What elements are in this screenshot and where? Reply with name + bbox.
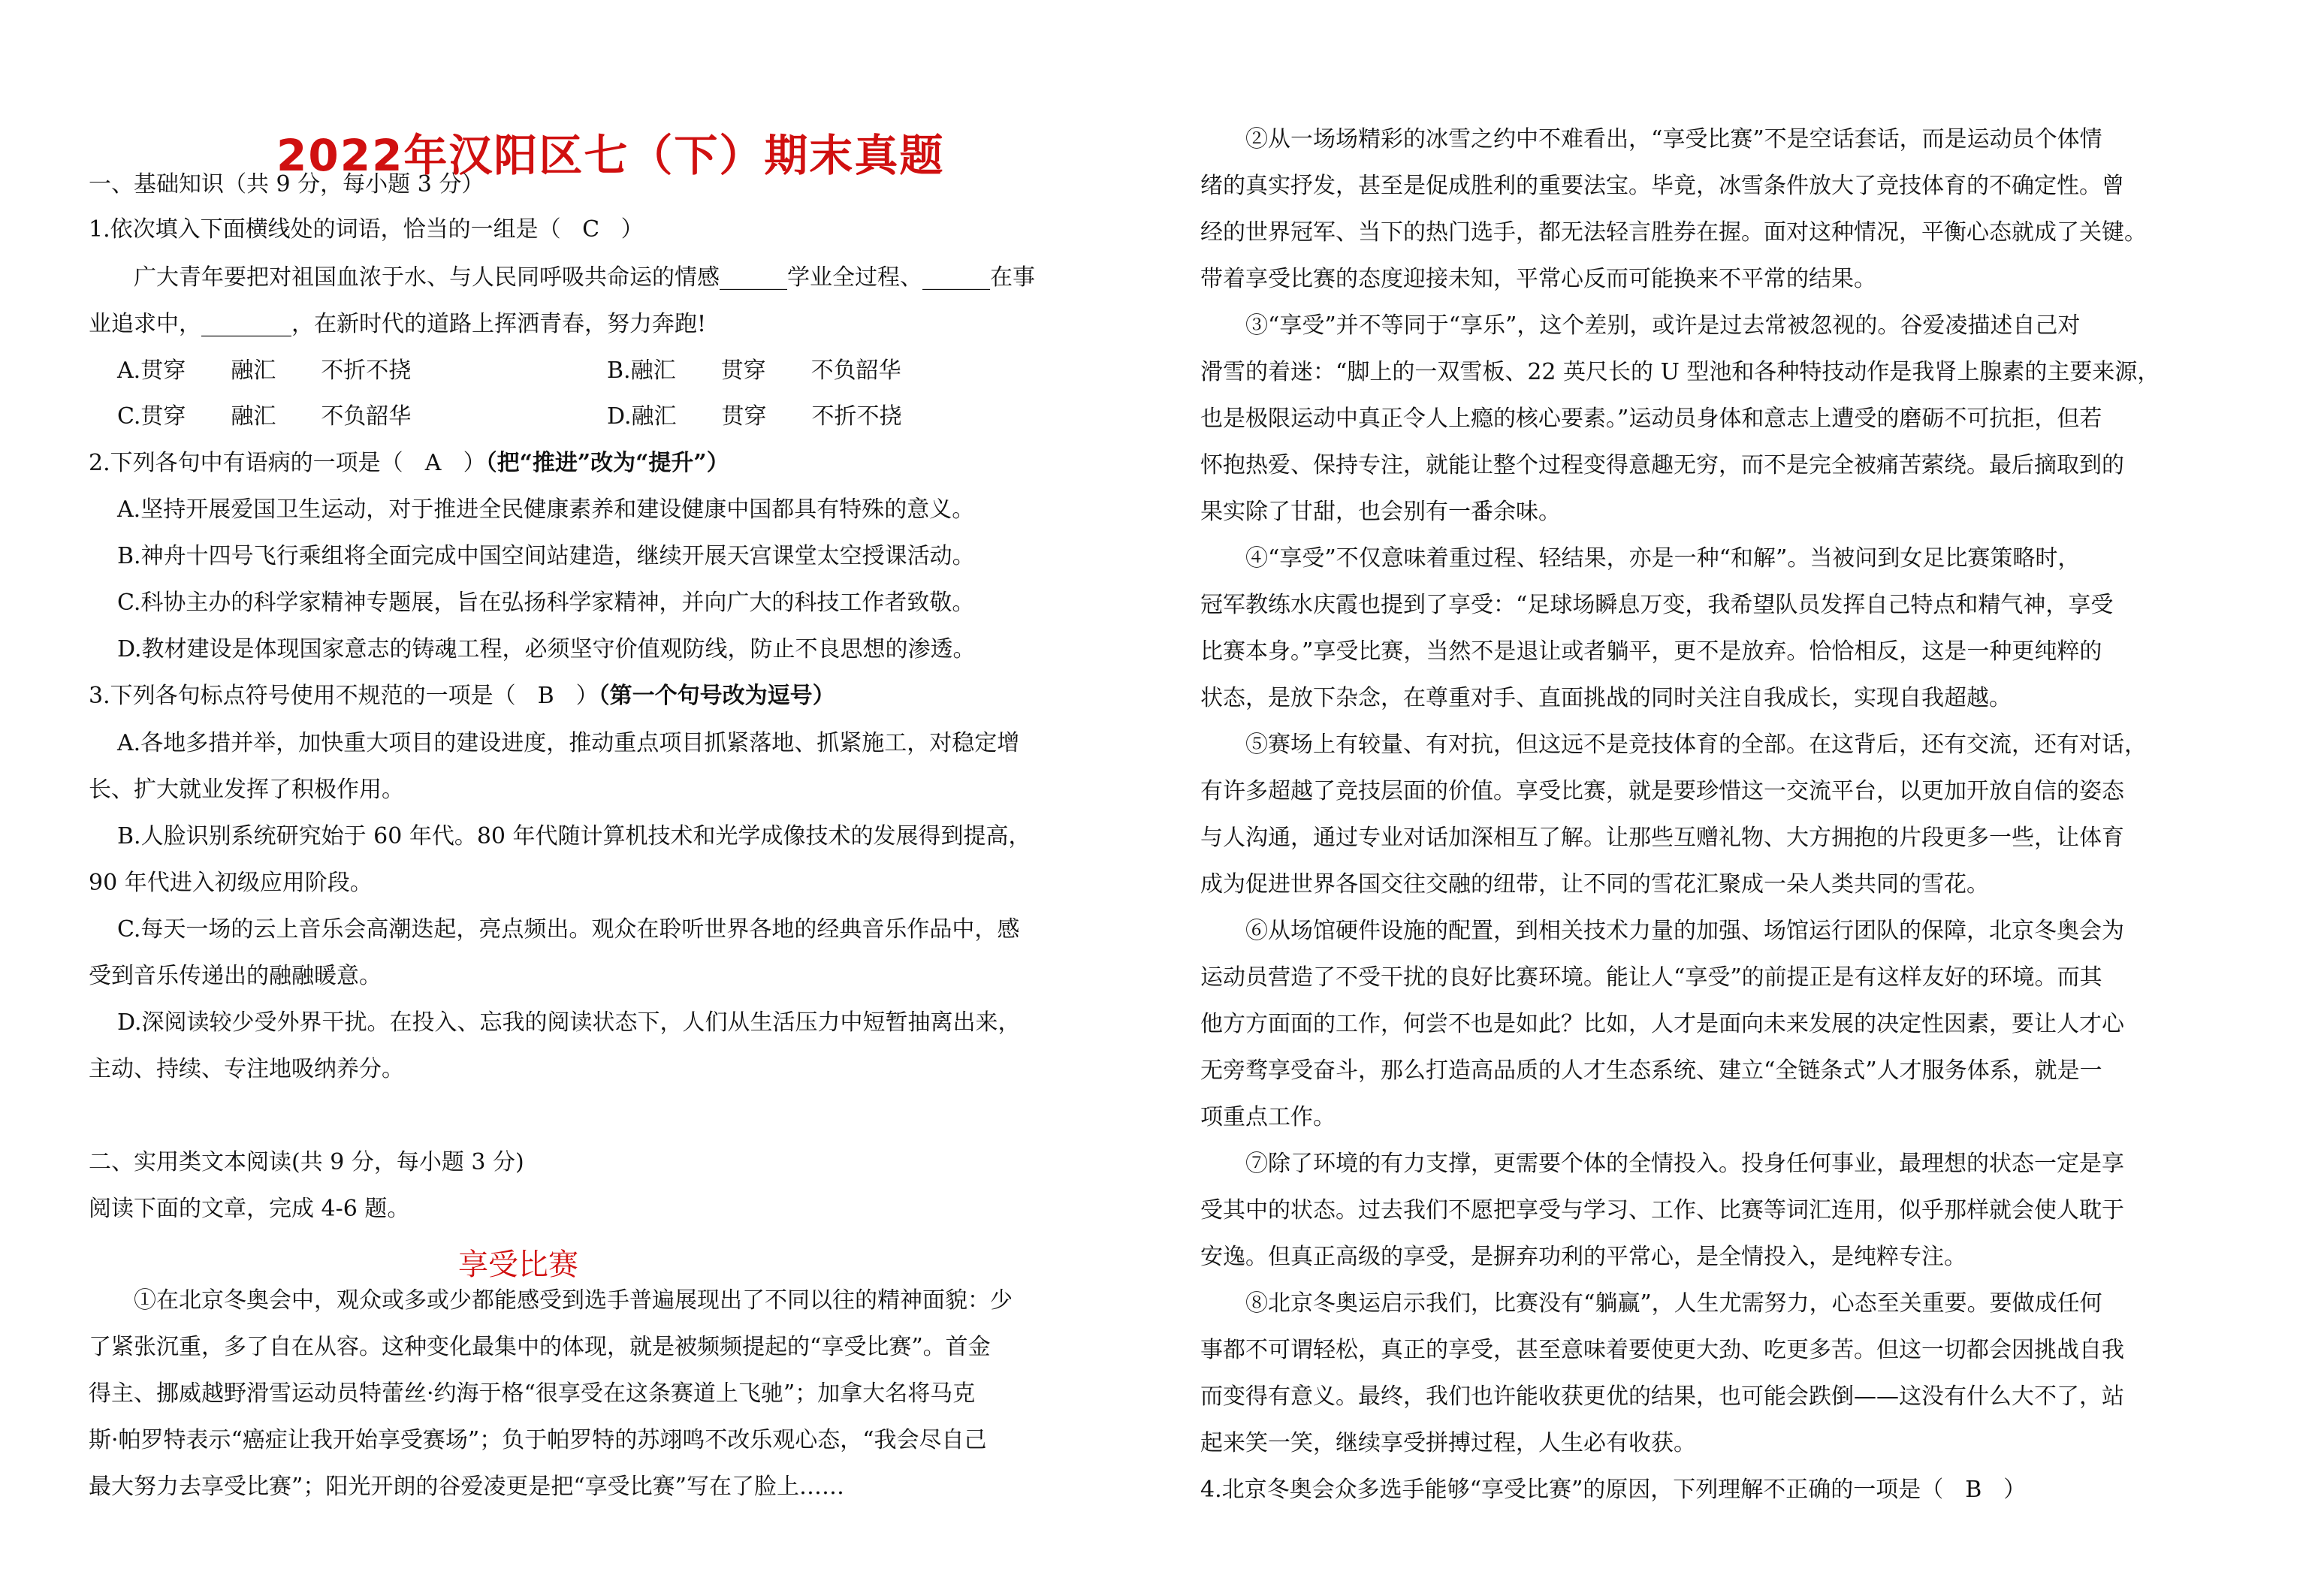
q3-line: 受到音乐传递出的融融暖意。 bbox=[89, 963, 382, 989]
article-line: 最大努力去享受比赛”；阳光开朗的谷爱凌更是把“享受比赛”写在了脸上…… bbox=[89, 1474, 845, 1500]
q3-line: D.深阅读较少受外界干扰。在投入、忘我的阅读状态下，人们从生活压力中短暂抽离出来， bbox=[117, 1009, 1021, 1036]
article-line: 冠军教练水庆霞也提到了享受：“足球场瞬息万变，我希望队员发挥自己特点和精气神，享受 bbox=[1200, 592, 2114, 618]
article-line: 滑雪的着迷：“脚上的一双雪板、22 英尺长的 U 型池和各种特技动作是我肾上腺素的主要来源， bbox=[1200, 359, 2160, 385]
article-line: 受其中的状态。过去我们不愿把享受与学习、工作、比赛等词汇连用，似乎那样就会使人耽于 bbox=[1200, 1197, 2124, 1223]
q3-close: ） bbox=[575, 683, 599, 709]
article-line: 与人沟通，通过专业对话加深相互了解。让那些互赠礼物、大方拥抱的片段更多一些，让体育 bbox=[1200, 825, 2124, 851]
page-title: 2022年汉阳区七（下）期末真题 bbox=[276, 130, 945, 181]
article-line: 运动员营造了不受干扰的良好比赛环境。能让人“享受”的前提正是有这样友好的环境。而其 bbox=[1200, 964, 2102, 991]
q2-option-d: D.教材建设是体现国家意志的铸魂工程，必须坚守价值观防线，防止不良思想的渗透。 bbox=[117, 636, 976, 662]
q1-passage-line1: 广大青年要把对祖国血浓于水、与人民同呼吸共命运的情感______学业全过程、______在事 bbox=[134, 264, 1035, 291]
article-line: 怀抱热爱、保持专注，就能让整个过程变得意趣无穷，而不是完全被痛苦萦绕。最后摘取到的 bbox=[1200, 452, 2124, 478]
article-line: 有许多超越了竞技层面的价值。享受比赛，就是要珍惜这一交流平台，以更加开放自信的姿态 bbox=[1200, 778, 2124, 804]
q3-line: 主动、持续、专注地吸纳养分。 bbox=[89, 1056, 404, 1082]
q2-note: （把“推进”改为“提升”） bbox=[485, 450, 729, 476]
article-line: 他方方面面的工作，何尝不也是如此？比如，人才是面向未来发展的决定性因素，要让人才心 bbox=[1200, 1011, 2124, 1037]
q2-option-c: C.科协主办的科学家精神专题展，旨在弘扬科学家精神，并向广大的科技工作者致敬。 bbox=[117, 590, 975, 616]
q2-stem-text: 2.下列各句中有语病的一项是（ bbox=[89, 450, 403, 476]
q3-line: 长、扩大就业发挥了积极作用。 bbox=[89, 777, 404, 803]
article-line: 果实除了甘甜，也会别有一番余味。 bbox=[1200, 499, 1561, 525]
article-line: 了紧张沉重，多了自在从容。这种变化最集中的体现，就是被频频提起的“享受比赛”。首金 bbox=[89, 1334, 991, 1360]
q3-answer: B bbox=[537, 683, 554, 709]
q3-stem-text: 3.下列各句标点符号使用不规范的一项是（ bbox=[89, 683, 516, 709]
article-line: ③“享受”并不等同于“享乐”，这个差别，或许是过去常被忽视的。谷爱凌描述自己对 bbox=[1245, 312, 2081, 339]
article-line: ⑦除了环境的有力支撑，更需要个体的全情投入。投身任何事业，最理想的状态一定是享 bbox=[1245, 1151, 2124, 1177]
q2-close: ） bbox=[463, 450, 486, 476]
article-line: ④“享受”不仅意味着重过程、轻结果，亦是一种“和解”。当被问到女足比赛策略时， bbox=[1245, 545, 2081, 572]
article-line: ⑧北京冬奥运启示我们，比赛没有“躺赢”，人生尤需努力，心态至关重要。要做成任何 bbox=[1245, 1290, 2102, 1317]
q3-line: B.人脸识别系统研究始于 60 年代。80 年代随计算机技术和光学成像技术的发展得到提高， bbox=[117, 823, 1031, 849]
article-line: 而变得有意义。最终，我们也许能收获更优的结果，也可能会跌倒——这没有什么大不了，站 bbox=[1200, 1383, 2124, 1410]
q2-answer: A bbox=[424, 450, 442, 476]
article-line: 状态，是放下杂念，在尊重对手、直面挑战的同时关注自我成长，实现自我超越。 bbox=[1200, 685, 2012, 711]
q3-note: （第一个句号改为逗号） bbox=[598, 683, 835, 709]
q1-answer: C bbox=[582, 216, 600, 243]
article-line: 得主、挪威越野滑雪运动员特蕾丝·约海于格“很享受在这条赛道上飞驰”；加拿大名将马克 bbox=[89, 1380, 976, 1407]
q1-passage-line2: 业追求中，________，在新时代的道路上挥洒青春，努力奔跑! bbox=[89, 311, 707, 337]
article-line: ②从一场场精彩的冰雪之约中不难看出，“享受比赛”不是空话套话，而是运动员个体情 bbox=[1245, 126, 2102, 152]
article-line: 带着享受比赛的态度迎接未知，平常心反而可能换来不平常的结果。 bbox=[1200, 266, 1876, 292]
section2-instruction: 阅读下面的文章，完成 4-6 题。 bbox=[89, 1196, 410, 1222]
article-line: 项重点工作。 bbox=[1200, 1104, 1336, 1130]
article-line: ①在北京冬奥会中，观众或多或少都能感受到选手普遍展现出了不同以往的精神面貌：少 bbox=[134, 1287, 1013, 1314]
q3-stem bbox=[89, 681, 835, 711]
article-line: ⑥从场馆硬件设施的配置，到相关技术力量的加强、场馆运行团队的保障，北京冬奥会为 bbox=[1245, 918, 2124, 944]
article-line: 斯·帕罗特表示“癌症让我开始享受赛场”；负于帕罗特的苏翊鸣不改乐观心态，“我会尽自己 bbox=[89, 1427, 987, 1453]
section1-heading: 一、基础知识（共 9 分，每小题 3 分） bbox=[89, 171, 484, 198]
article-line: 比赛本身。”享受比赛，当然不是退让或者躺平，更不是放弃。恰恰相反，这是一种更纯粹的 bbox=[1200, 638, 2102, 665]
q1-stem bbox=[89, 215, 644, 245]
q4-stem bbox=[1200, 1475, 2026, 1505]
q3-line: A.各地多措并举，加快重大项目的建设进度，推动重点项目抓紧落地、抓紧施工，对稳定增 bbox=[117, 730, 1020, 756]
article-title: 享受比赛 bbox=[458, 1248, 578, 1282]
q4-close: ） bbox=[2003, 1477, 2027, 1503]
q1-option-b: B.融汇 贯穿 不负韶华 bbox=[607, 358, 901, 384]
section2-heading: 二、实用类文本阅读(共 9 分，每小题 3 分) bbox=[89, 1149, 524, 1175]
q4-stem-text: 4.北京冬奥会众多选手能够“享受比赛”的原因，下列理解不正确的一项是（ bbox=[1200, 1477, 1944, 1503]
article-line: 也是极限运动中真正令人上瘾的核心要素。”运动员身体和意志上遭受的磨砺不可抗拒，但若 bbox=[1200, 406, 2102, 432]
q3-line: 90 年代进入初级应用阶段。 bbox=[89, 870, 373, 896]
q1-option-a: A.贯穿 融汇 不折不挠 bbox=[117, 358, 412, 384]
article-line: 事都不可谓轻松，真正的享受，甚至意味着要使更大劲、吃更多苦。但这一切都会因挑战自我 bbox=[1200, 1337, 2124, 1363]
q4-answer: B bbox=[1965, 1477, 1982, 1503]
article-line: 绪的真实抒发，甚至是促成胜利的重要法宝。毕竟，冰雪条件放大了竞技体育的不确定性。曾 bbox=[1200, 173, 2124, 199]
q3-line: C.每天一场的云上音乐会高潮迭起，亮点频出。观众在聆听世界各地的经典音乐作品中，感 bbox=[117, 916, 1020, 943]
q2-option-b: B.神舟十四号飞行乘组将全面完成中国空间站建造，继续开展天宫课堂太空授课活动。 bbox=[117, 543, 975, 569]
q2-option-a: A.坚持开展爱国卫生运动，对于推进全民健康素养和建设健康中国都具有特殊的意义。 bbox=[117, 496, 975, 523]
q1-option-d: D.融汇 贯穿 不折不挠 bbox=[607, 403, 902, 430]
q1-close: ） bbox=[620, 216, 644, 243]
article-line: 安逸。但真正高级的享受，是摒弃功利的平常心，是全情投入，是纯粹专注。 bbox=[1200, 1244, 1966, 1270]
article-line: 起来笑一笑，继续享受拼搏过程，人生必有收获。 bbox=[1200, 1430, 1696, 1456]
q1-stem-text: 1.依次填入下面横线处的词语，恰当的一组是（ bbox=[89, 216, 561, 243]
q2-stem bbox=[89, 448, 729, 478]
article-line: 无旁骛享受奋斗，那么打造高品质的人才生态系统、建立“全链条式”人才服务体系，就是一 bbox=[1200, 1057, 2102, 1084]
article-line: ⑤赛场上有较量、有对抗，但这远不是竞技体育的全部。在这背后，还有交流，还有对话， bbox=[1245, 732, 2147, 758]
article-line: 经的世界冠军、当下的热门选手，都无法轻言胜券在握。面对这种情况，平衡心态就成了关键。 bbox=[1200, 219, 2147, 246]
article-line: 成为促进世界各国交往交融的纽带，让不同的雪花汇聚成一朵人类共同的雪花。 bbox=[1200, 871, 1989, 898]
q1-option-c: C.贯穿 融汇 不负韶华 bbox=[117, 403, 412, 430]
